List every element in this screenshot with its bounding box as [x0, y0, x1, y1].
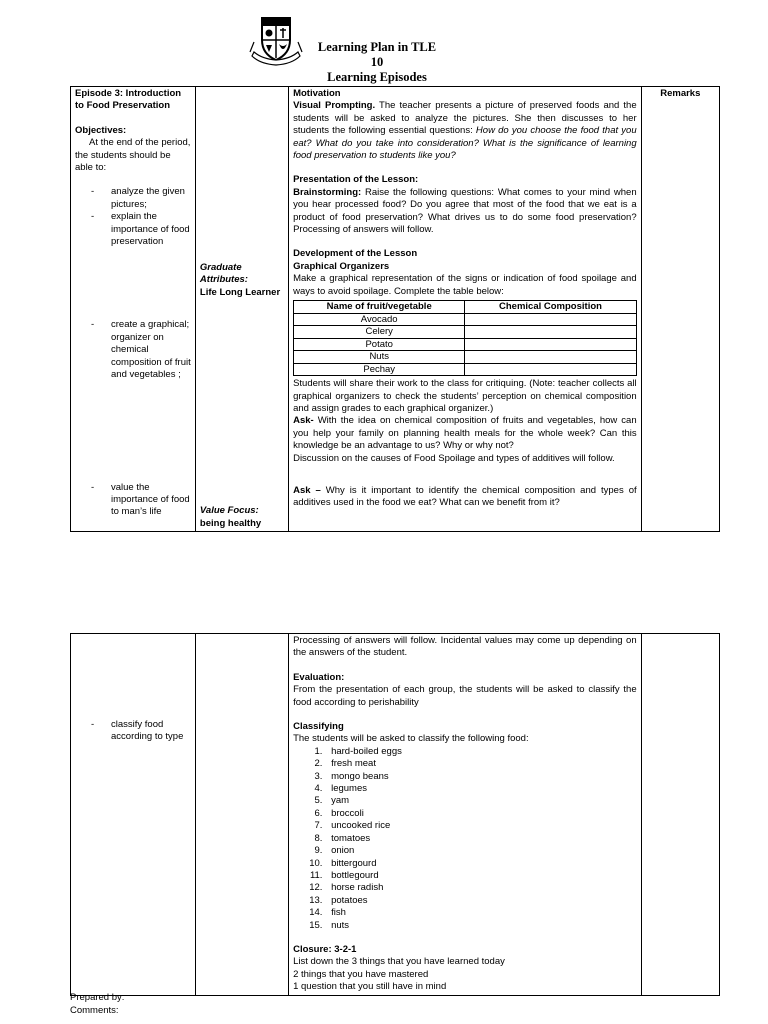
motivation-heading: Motivation	[293, 88, 341, 99]
table-cell: Celery	[294, 326, 465, 339]
ask2-paragraph	[293, 485, 637, 510]
development-heading: Development of the Lesson	[293, 248, 418, 260]
table-row	[294, 326, 637, 339]
document-header	[0, 10, 768, 84]
classifying-heading: Classifying	[293, 721, 344, 733]
ask-label: Ask-	[293, 415, 314, 427]
procedure-cell	[289, 634, 642, 996]
table-header: Name of fruit/vegetable	[294, 301, 465, 314]
ask-paragraph	[293, 415, 637, 452]
graduate-attributes-value: Life Long Learner	[199, 286, 281, 298]
table-row	[71, 634, 720, 996]
share-text: Students will share their work to the class for critiquing. (Note: teacher collects all graphical organizers to check the students’ perception on chemical composition and assign grades to each graphical organizer.)	[293, 378, 637, 414]
closure-line: 2 things that you have mastered	[293, 968, 429, 980]
list-item: 1. hard-boiled eggs	[325, 746, 637, 758]
table-row	[294, 301, 637, 314]
list-item: 5. yam	[325, 795, 637, 807]
graduate-attributes-label: Graduate Attributes:	[199, 262, 248, 286]
remarks-cell	[641, 87, 719, 532]
presentation-heading: Presentation of the Lesson:	[293, 174, 419, 186]
attributes-cell	[195, 87, 288, 532]
list-item: 4. legumes	[325, 783, 637, 795]
visual-prompting	[293, 100, 637, 162]
table-cell-empty[interactable]	[465, 338, 636, 351]
brainstorming-text: Raise the following questions: What comes to your mind when you hear processed food? Do you agree that most of the food that we eat is a product of food preservation? What drives us to do some food preservation? Processing of answers will follow.	[293, 186, 637, 236]
graphical-organizers-heading: Graphical Organizers	[293, 260, 390, 272]
school-crest-icon	[248, 12, 304, 68]
visual-prompting-text: The teacher presents a picture of preserved foods and the students will be asked to analyze the pictures. She then discusses to her students the following essential questions:	[293, 100, 637, 137]
table-row	[294, 338, 637, 351]
objectives-heading: Objectives:	[75, 124, 127, 136]
objective-item: - create a graphical; organizer on chemical composition of fruit and vegetables ;	[91, 319, 191, 381]
table-header: Chemical Composition	[465, 301, 636, 314]
objective-text: create a graphical; organizer on chemical composition of fruit and vegetables ;	[111, 319, 191, 381]
evaluation-text: From the presentation of each group, the students will be asked to classify the food according to perishability	[293, 684, 637, 708]
document-title	[312, 40, 442, 85]
table-cell: Pechay	[294, 363, 465, 376]
ask2-text: Why is it important to identify the chemical composition and types of additives used in the food we eat? What can we benefit from it?	[293, 484, 637, 509]
table-cell: Potato	[294, 338, 465, 351]
objective-item: - analyze the given pictures;	[91, 186, 185, 210]
list-item: 13. potatoes	[325, 895, 637, 907]
table-row	[294, 351, 637, 364]
classifying-text: The students will be asked to classify the following food:	[293, 733, 529, 745]
brainstorming-label: Brainstorming:	[293, 186, 362, 198]
learning-plan-table-2	[70, 633, 720, 996]
list-item: 12. horse radish	[325, 882, 637, 894]
objectives-cell	[71, 87, 196, 532]
ask-text: With the idea on chemical composition of fruits and vegetables, how can you help your family on planning health meals for the whole week? Can this knowledge be an advantage to us? Why or why not?	[293, 415, 637, 452]
list-item: 14. fish	[325, 907, 637, 919]
list-item: 3. mongo beans	[325, 771, 637, 783]
food-list	[293, 746, 637, 932]
list-item: 10. bittergourd	[325, 858, 637, 870]
value-focus-label: Value Focus:	[199, 505, 259, 517]
title-line-1: Learning Plan in TLE 10	[317, 40, 437, 69]
brainstorming	[293, 187, 637, 237]
processing-text: Processing of answers will follow. Incidental values may come up depending on the answers of the student.	[293, 635, 637, 659]
list-item: 9. onion	[325, 845, 637, 857]
procedure-cell	[289, 87, 642, 532]
table-row	[294, 313, 637, 326]
list-item: 7. uncooked rice	[325, 820, 637, 832]
table-cell-empty[interactable]	[465, 351, 636, 364]
table-cell-empty[interactable]	[465, 326, 636, 339]
comments-label: Comments:	[70, 1005, 119, 1016]
ask2-label: Ask –	[293, 484, 321, 496]
objective-item: - explain the importance of food preservation	[91, 211, 190, 248]
learning-plan-table-1	[70, 86, 720, 532]
list-item: 11. bottlegourd	[325, 870, 637, 882]
list-item: 2. fresh meat	[325, 758, 637, 770]
list-item: 8. tomatoes	[325, 833, 637, 845]
closure-line: 1 question that you still have in mind	[293, 981, 447, 993]
graphical-organizers-text: Make a graphical representation of the signs or indication of food spoilage and ways to avoid spoilage. Complete the table below:	[293, 273, 637, 297]
chemical-composition-table	[293, 300, 637, 376]
closure-heading: Closure: 3-2-1	[293, 943, 357, 955]
list-item: 15. nuts	[325, 920, 637, 932]
visual-prompting-label: Visual Prompting.	[293, 100, 376, 112]
essential-questions: How do you choose the food that you eat? What do you take into consideration? What is the significance of learning food preservation to students like you?	[293, 125, 637, 162]
table-row	[294, 363, 637, 376]
objectives-intro: At the end of the period, the students should be able to:	[75, 137, 191, 174]
value-focus-value: being healthy	[199, 517, 262, 529]
objective-text: analyze the given pictures;	[111, 186, 185, 210]
table-row	[71, 87, 720, 532]
discussion-text: Discussion on the causes of Food Spoilage and types of additives will follow.	[293, 452, 615, 464]
title-line-2: Learning Episodes	[327, 70, 427, 84]
remarks-cell	[641, 634, 719, 996]
episode-title: Episode 3: Introduction to Food Preservation	[75, 88, 182, 112]
table-cell-empty[interactable]	[465, 363, 636, 376]
table-cell: Nuts	[294, 351, 465, 364]
objective-text: explain the importance of food preservation	[111, 211, 190, 248]
remarks-heading: Remarks	[660, 88, 701, 99]
table-cell: Avocado	[294, 313, 465, 326]
objective-item: - classify food according to type	[91, 719, 184, 743]
list-item: 6. broccoli	[325, 808, 637, 820]
objective-item: - value the importance of food to man’s life	[91, 481, 190, 518]
objective-text: value the importance of food to man’s life	[111, 481, 190, 518]
prepared-by-label: Prepared by:	[70, 992, 125, 1003]
closure-line: List down the 3 things that you have learned today	[293, 956, 505, 968]
objectives-cell	[71, 634, 196, 996]
attributes-cell	[195, 634, 288, 996]
objective-text: classify food according to type	[111, 719, 184, 743]
table-cell-empty[interactable]	[465, 313, 636, 326]
evaluation-heading: Evaluation:	[293, 671, 345, 683]
